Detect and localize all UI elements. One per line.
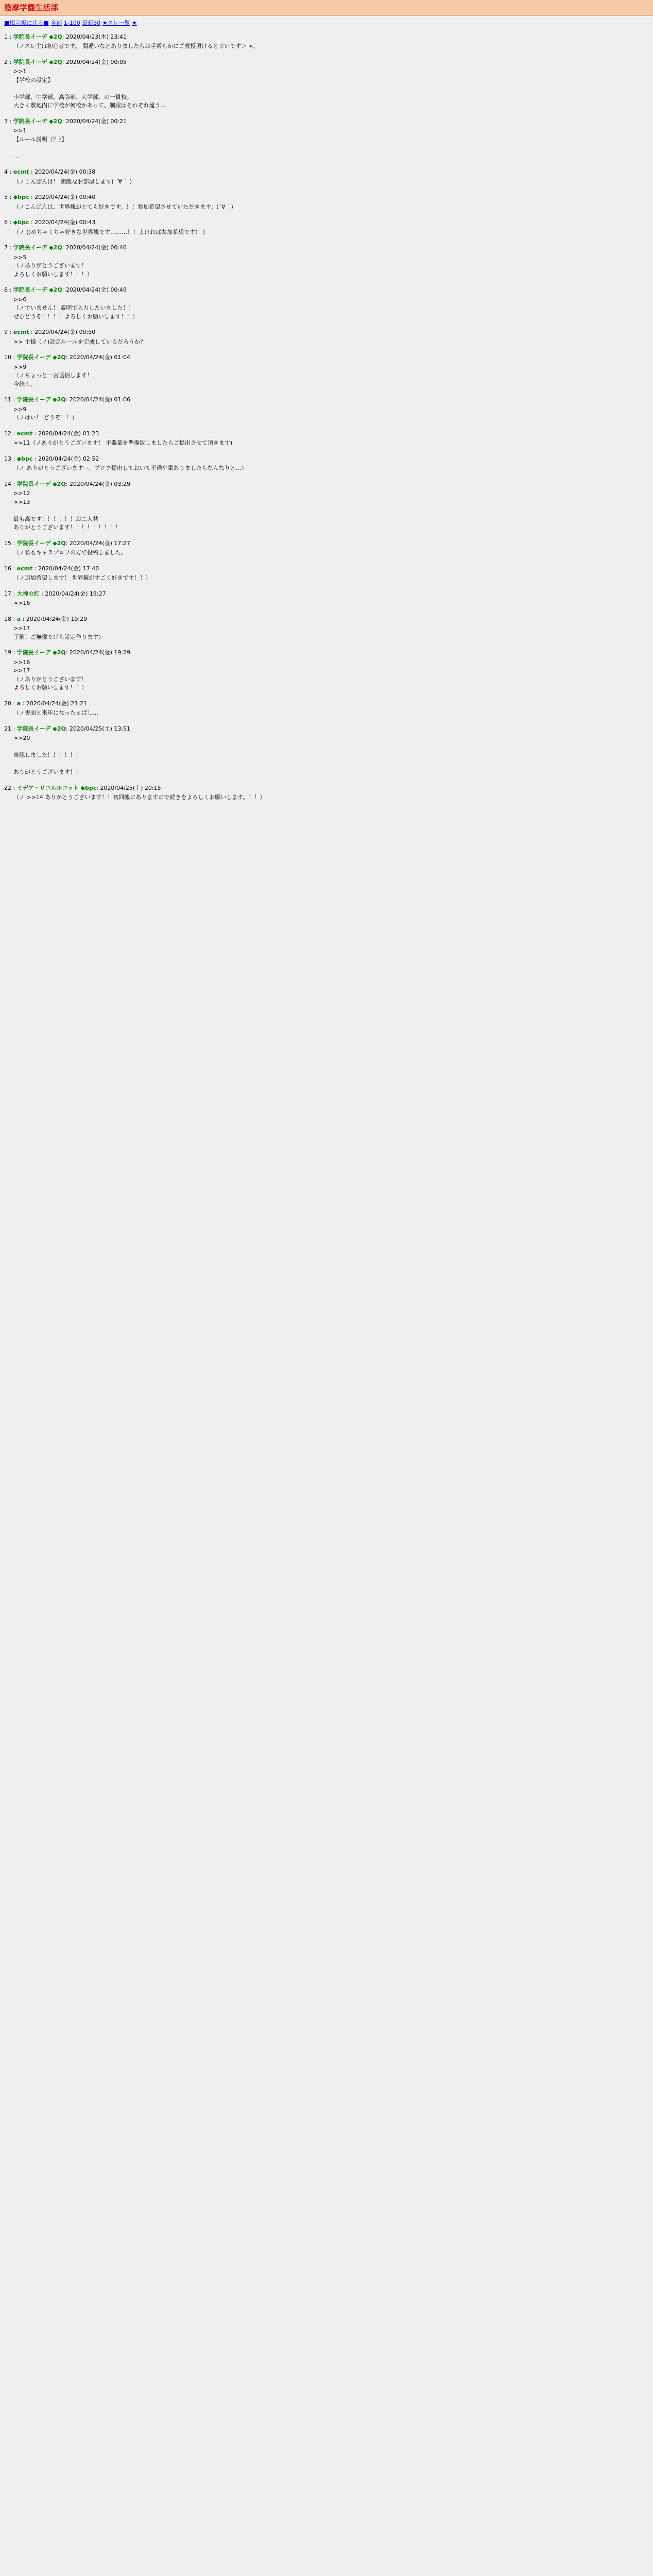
post: [4, 565, 649, 583]
nav-link-all[interactable]: 全部: [50, 20, 62, 26]
post-body: （ノこんばんは！ 素敵なお部屋します( ´∀｀ ): [13, 178, 132, 185]
post-trip: ◆2Q: [49, 286, 62, 293]
post-author: ecmt: [16, 565, 33, 572]
post-date: : 2020/04/24(金) 01:06: [65, 396, 131, 403]
post: [4, 700, 649, 718]
post: [4, 168, 649, 186]
post-number[interactable]: 13 :: [4, 455, 15, 462]
post: [4, 58, 649, 110]
nav-link-star[interactable]: ★: [132, 20, 138, 26]
post: [4, 725, 649, 777]
post-author: ミデア・リコルルコット: [16, 784, 79, 791]
post: [4, 590, 649, 608]
post-body: >>16 >>17 （ノありがとうございます！ よろしくお願いします！！）: [13, 658, 87, 691]
post-body: >>5 （ノありがとうございます！ よろしくお願いします！！！）: [13, 253, 93, 278]
post-trip: ◆2Q: [53, 539, 66, 547]
post-author: ecmt: [13, 329, 29, 335]
post-header: [4, 430, 649, 438]
post-number[interactable]: 12 :: [4, 430, 15, 437]
post-header: [4, 168, 649, 177]
post-body: >>9 （ノちょっと一言返信します！ 今続く。: [13, 363, 93, 387]
post-header: [4, 286, 649, 295]
post-author: ecmt: [13, 168, 29, 175]
post-date: : 2020/04/24(金) 17:40: [34, 565, 99, 572]
post-date: : 2020/04/24(金) 00:50: [30, 329, 96, 335]
post-date: : 2020/04/24(金) 00:05: [62, 58, 127, 65]
post-header: [4, 649, 649, 657]
post-header: [4, 480, 649, 489]
post-date: : 2020/04/23(木) 23:41: [62, 33, 127, 40]
post-header: [4, 725, 649, 734]
post-trip: ◆2Q: [53, 480, 66, 487]
post-body: （ノ書面と来年になったぁばし…: [13, 709, 98, 716]
post-author: ◆bpc: [13, 219, 29, 226]
post-number[interactable]: 1 :: [4, 33, 12, 40]
post-date: : 2020/04/25(土) 20:15: [96, 784, 161, 791]
post-author: 学院長イーデ: [16, 396, 51, 403]
post: [4, 455, 649, 473]
post-date: : 2020/04/24(金) 17:27: [65, 539, 131, 547]
post: [4, 286, 649, 321]
post-author: 学院長イーデ: [16, 480, 51, 487]
post-number[interactable]: 17 :: [4, 590, 15, 597]
post-author: 学院長イーデ: [16, 725, 51, 732]
thread-posts: [0, 33, 653, 802]
post-number[interactable]: 16 :: [4, 565, 15, 572]
post-header: [4, 353, 649, 362]
post-author: a: [16, 700, 21, 707]
post-header: [4, 58, 649, 67]
post-date: : 2020/04/24(金) 19:29: [22, 615, 88, 622]
post-number[interactable]: 4 :: [4, 168, 12, 175]
post-number[interactable]: 11 :: [4, 396, 15, 403]
post-header: [4, 328, 649, 337]
post-number[interactable]: 22 :: [4, 784, 15, 791]
post-trip: ◆2Q: [53, 649, 66, 656]
post-author: 学院長イーデ: [13, 33, 47, 40]
post: [4, 117, 649, 161]
post-trip: ◆2Q: [53, 725, 66, 732]
post-trip: ◆2Q: [49, 58, 62, 65]
post: [4, 353, 649, 388]
post-number[interactable]: 21 :: [4, 725, 15, 732]
post: [4, 244, 649, 279]
post-date: : 2020/04/24(金) 00:46: [62, 244, 127, 251]
post-author: ◆bpc: [13, 194, 29, 200]
post-date: : 2020/04/24(金) 01:04: [65, 354, 131, 361]
post-number[interactable]: 9 :: [4, 329, 12, 335]
nav-link-1-100[interactable]: 1-100: [63, 20, 80, 26]
post-author: ecmt: [16, 430, 33, 437]
post-header: [4, 218, 649, 227]
post-trip: ◆2Q: [49, 33, 62, 40]
post-number[interactable]: 18 :: [4, 615, 15, 622]
post-author: 学院長イーデ: [13, 244, 47, 251]
nav-link-thread-list[interactable]: ★スレ一覧: [102, 20, 130, 26]
post-header: [4, 244, 649, 252]
post: [4, 649, 649, 692]
post-header: [4, 455, 649, 464]
post: [4, 784, 649, 802]
post-header: [4, 615, 649, 624]
post-body: >>20 確認しました！！！！！！ ありがとうございます！！: [13, 735, 81, 775]
post-date: : 2020/04/24(金) 02:52: [34, 455, 99, 462]
post-body: >>16: [13, 600, 30, 606]
post-body: （ノ私もキャラプロフの方で投稿しました。: [13, 549, 127, 556]
post-body: >>9 （ノはい！ どうぞ！！）: [13, 405, 78, 421]
post-body: >>12 >>13 最も高です！！！！！！お二人共 ありがとうございます！！！！！！！！！: [13, 490, 121, 531]
post-number[interactable]: 5 :: [4, 194, 12, 200]
post-body: >>1 【学校の設定】 小学部、中学部、高等部、大学部、の一貫校。 大きく敷地内に学校が何校かあって、制服はそれぞれ違う…: [13, 68, 166, 109]
post-number[interactable]: 6 :: [4, 219, 12, 226]
post-header: [4, 565, 649, 573]
post-trip: ◆2Q: [53, 396, 66, 403]
post: [4, 430, 649, 448]
post-header: [4, 590, 649, 599]
post-author: 学院長イーデ: [13, 286, 47, 293]
post-author: ◆bpc: [16, 455, 33, 462]
post-date: : 2020/04/24(金) 00:40: [30, 194, 96, 200]
post-trip: ◆2Q: [53, 354, 66, 361]
post-number[interactable]: 7 :: [4, 244, 12, 251]
post-date: : 2020/04/24(金) 03:29: [65, 480, 131, 487]
post: [4, 33, 649, 51]
post: [4, 396, 649, 422]
post-number[interactable]: 19 :: [4, 649, 15, 656]
post-author: 学院長イーデ: [16, 539, 51, 547]
post-date: : 2020/04/25(土) 13:51: [65, 725, 131, 732]
post-author: a: [16, 615, 21, 622]
post-date: : 2020/04/24(金) 00:43: [30, 219, 96, 226]
post-date: : 2020/04/24(金) 19:29: [65, 649, 131, 656]
post-header: [4, 33, 649, 42]
post-body: （ノスレ主は初心者です。 間違いなどありましたらお手柔らかにご教授頂けると幸いです＞ <、: [13, 43, 259, 49]
post-date: : 2020/04/24(金) 00:21: [62, 117, 127, 125]
post-author: 学院長イーデ: [16, 354, 51, 361]
post: [4, 615, 649, 642]
post-number[interactable]: 2 :: [4, 58, 12, 65]
post: [4, 193, 649, 211]
post-author: 大神の灯: [16, 590, 40, 597]
post-number[interactable]: 15 :: [4, 539, 15, 547]
post-header: [4, 193, 649, 202]
post: [4, 218, 649, 236]
thread-title-bar: [0, 0, 653, 16]
post-body: >> 主様（ノ)設定ルールを完成しているだろうか？: [13, 338, 146, 345]
post-body: >>6 （ノすいません！ 説明で入力したいました！！ ぜひどうぞ！！！！よろしくお願いします！！）: [13, 296, 138, 320]
post-trip: ◆bpc: [80, 784, 97, 791]
post-number[interactable]: 8 :: [4, 286, 12, 293]
post-number[interactable]: 14 :: [4, 480, 15, 487]
post-date: : 2020/04/24(金) 21:21: [22, 700, 88, 707]
nav-link-latest50[interactable]: 最新50: [82, 20, 101, 26]
post-number[interactable]: 10 :: [4, 354, 15, 361]
post-body: （ノ >>14 ありがとうございます！！初回帳にありますので続きをよろしくお願いします。！！）: [13, 794, 266, 801]
post-trip: ◆2Q: [49, 244, 62, 251]
post-date: : 2020/04/24(金) 01:23: [34, 430, 99, 437]
post-date: : 2020/04/24(金) 00:49: [62, 286, 127, 293]
post-author: 学院長イーデ: [13, 117, 47, 125]
post: [4, 480, 649, 532]
post: [4, 539, 649, 557]
post-body: >>11（ノありがとうございます！ 不器量を準備致しましたらご提出させて頂きます): [13, 439, 233, 446]
post-author: 学院長イーデ: [13, 58, 47, 65]
post-body: >>17 了解！ご無像でげら設定作ります）: [13, 625, 104, 640]
post-number[interactable]: 3 :: [4, 117, 12, 125]
thread-title: 陰摩学園生活部: [4, 3, 59, 12]
post-date: : 2020/04/24(金) 19:27: [41, 590, 106, 597]
post-author: 学院長イーデ: [16, 649, 51, 656]
post: [4, 328, 649, 346]
post-header: [4, 784, 649, 793]
post-body: （ノこんばんは、世界観がとても好きです。！！参加希望させていただきます。(´∀｀): [13, 203, 233, 210]
post-body: （ノ ))めちゃくちゃ好きな世界観です………！！よければ参加希望です！ ): [13, 228, 205, 235]
post-header: [4, 539, 649, 548]
post-header: [4, 117, 649, 126]
post-body: （ノ ありがとうございますー。プロフ提出しておいて不備や重ありましたらなんなりと…）: [13, 465, 247, 471]
post-number[interactable]: 20 :: [4, 700, 15, 707]
post-date: : 2020/04/24(金) 00:38: [30, 168, 96, 175]
post-trip: ◆2Q: [49, 117, 62, 125]
post-body: （ノ追加希望します！ 世界観がすごく好きです！！）: [13, 574, 151, 581]
thread-nav: [0, 16, 653, 33]
post-header: [4, 700, 649, 708]
post-header: [4, 396, 649, 404]
post-body: >>1 【ルール説明（？）】 …: [13, 127, 67, 160]
nav-link-board[interactable]: ■掲示板に戻る■: [4, 20, 49, 26]
